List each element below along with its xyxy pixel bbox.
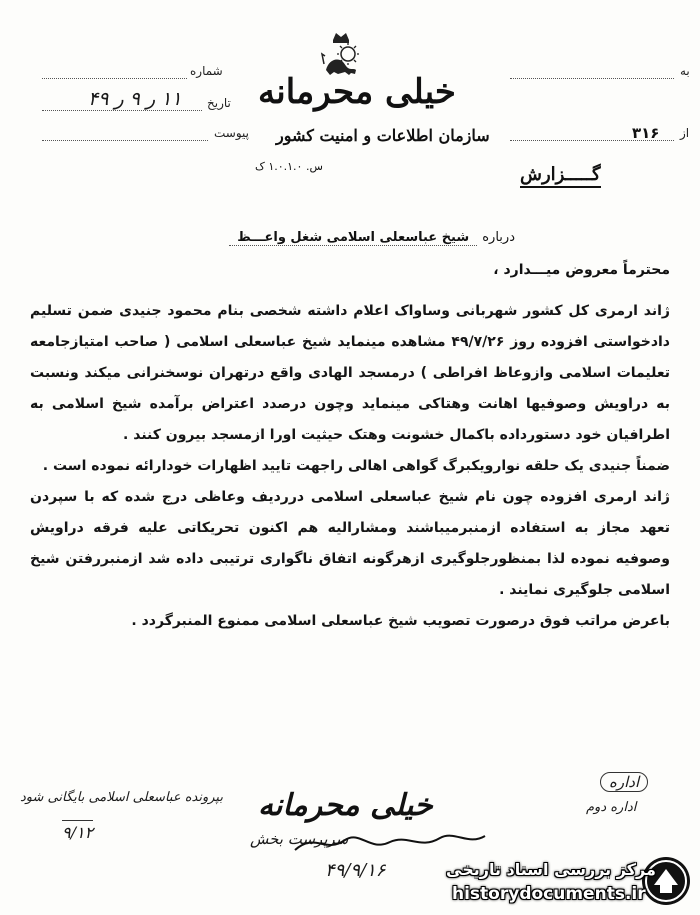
archive-note-date: ۹/۱۲ [62, 820, 93, 842]
classification-title: خیلی محرمانه [258, 72, 456, 112]
footer-classification: خیلی محرمانه [258, 788, 433, 823]
about-row [180, 226, 515, 246]
paragraph-1: ژاند ارمری کل کشور شهربانی وساواک اعلام داشته شخصی بنام محمود جنیدی ضمن تسلیم دادخواستی افزوده روز ۴۹/۷/۲۶ مشاهده مینماید شیخ عباسعلی اسلامی ( صاحب امتیازجامعه تعلیمات اسلامی وازوعاظ افراطی ) درمسجد الهادی واقع درتهران نوسخنرانی میکند ونسبت به دراویش وصوفیها اهانت وهتاکی مینماید وچون درصدد اعتراض برآمده شیخ اسلامی به اطرافیان خود دستورداده باکمال خشونت وهتک حیثیت اورا ازمسجد بیرون کنند . [30, 303, 670, 443]
watermark-url: historydocuments.ir [452, 884, 646, 904]
body-text [30, 296, 670, 637]
lion-and-sun-emblem-icon [318, 28, 364, 78]
paragraph-4: باعرض مراتب فوق درصورت تصویب شیخ عباسعلی اسلامی ممنوع المنبرگردد . [131, 613, 670, 629]
right-handwritten-note-2: اداره دوم [586, 800, 637, 815]
from-value: ۳۱۶ [632, 124, 660, 142]
salutation: محترماً معروض میـــدارد ، [493, 262, 670, 278]
to-label: به [680, 64, 690, 78]
signature-line: سرپرست بخش [250, 830, 349, 848]
unit-sub-code: س. ۱.۰.۱.۰ ک [255, 160, 323, 173]
organization-name: سازمان اطلاعات و امنیت کشور [276, 126, 490, 145]
paragraph-3: ژاند ارمری افزوده چون نام شیخ عباسعلی اسلامی درردیف وعاظی درج شده که با سپردن تعهد مجاز به استفاده ازمنبرمیباشند ومشارالیه هم اکنون تحریکاتی علیه فرقه دراویش وصوفیه نموده لذا بمنظورجلوگیری ازهرگونه اتفاق ناگواری ترتیبی داده شد ازمنبررفتن شیخ اسلامی جلوگیری نمایند . [30, 489, 670, 598]
number-line [42, 78, 187, 79]
archive-note: بپرونده عباسعلی اسلامی بایگانی شود [20, 790, 223, 805]
attachment-line [42, 140, 208, 141]
attachment-label: پیوست [214, 126, 249, 140]
date-line [42, 110, 202, 111]
watermark-name: مرکز بررسی اسناد تاریخی [446, 860, 656, 879]
right-handwritten-note: اداره [600, 772, 648, 792]
signature-scribble-icon [290, 822, 490, 862]
to-line [510, 78, 674, 79]
date-label: تاریخ [207, 96, 231, 110]
report-title: گـــــزارش [520, 164, 601, 188]
from-label: از [680, 126, 690, 140]
about-value: شیخ عباسعلی اسلامی شغل واعـــظ [229, 230, 477, 246]
paragraph-2: ضمناً جنیدی یک حلقه نوارویکبرگ گواهی اهالی راجهت تایید اظهارات خودارائه نموده است . [42, 458, 670, 474]
number-label: شماره [190, 64, 223, 78]
signature-date: ۴۹/۹/۱۶ [325, 860, 386, 881]
date-value: ۱۱ ر ۹ ر ۴۹ [88, 88, 182, 110]
about-label: درباره [482, 230, 515, 245]
